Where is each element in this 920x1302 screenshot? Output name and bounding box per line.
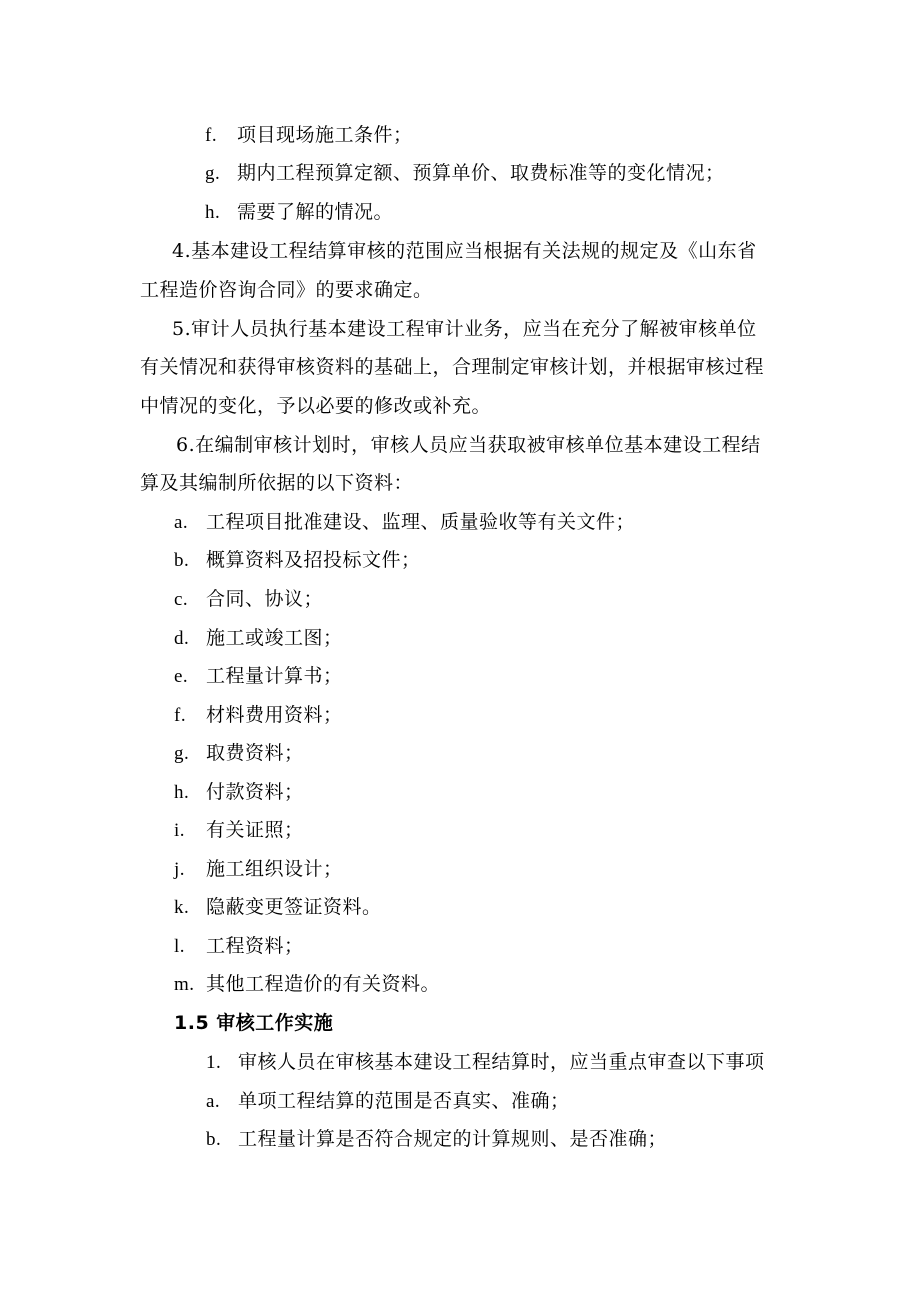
list-marker: f. xyxy=(205,125,218,146)
material-item-f xyxy=(174,702,343,729)
list-text: 审核人员在审核基本建设工程结算时，应当重点审查以下事项 xyxy=(238,1051,765,1073)
material-item-g xyxy=(174,740,304,767)
material-item-m xyxy=(174,971,440,998)
material-item-k xyxy=(174,894,382,921)
list-text: 隐蔽变更签证资料。 xyxy=(206,896,382,918)
list-marker: l. xyxy=(174,936,186,957)
list-text: 单项工程结算的范围是否真实、准确； xyxy=(238,1090,570,1112)
para4-line1: 4.基本建设工程结算审核的范围应当根据有关法规的规定及《山东省 xyxy=(172,240,757,262)
material-item-b xyxy=(174,547,421,574)
list-marker: h. xyxy=(174,782,190,803)
list-text: 取费资料； xyxy=(206,742,304,764)
para5-line1: 5.审计人员执行基本建设工程审计业务，应当在充分了解被审核单位 xyxy=(172,318,757,340)
list-marker: b. xyxy=(206,1129,222,1150)
material-item-h xyxy=(174,779,304,806)
list-text: 付款资料； xyxy=(206,781,304,803)
list-marker: c. xyxy=(174,589,189,610)
list-marker: e. xyxy=(174,666,189,687)
list-marker: a. xyxy=(206,1091,221,1112)
para5-line2: 有关情况和获得审核资料的基础上，合理制定审核计划，并根据审核过程 xyxy=(140,356,765,378)
para4-line2: 工程造价咨询合同》的要求确定。 xyxy=(140,279,433,301)
material-item-c xyxy=(174,586,323,613)
list-text: 材料费用资料； xyxy=(206,704,343,726)
material-item-j xyxy=(174,856,343,883)
section-list-item-b xyxy=(206,1126,667,1153)
list-text: 概算资料及招投标文件； xyxy=(206,549,421,571)
material-item-l xyxy=(174,933,304,960)
list-item-h xyxy=(205,199,393,226)
section-heading: 1.5 审核工作实施 xyxy=(174,1012,334,1034)
material-item-e xyxy=(174,663,343,690)
list-text: 合同、协议； xyxy=(206,588,324,610)
list-text: 工程量计算书； xyxy=(206,665,343,687)
list-text: 施工组织设计； xyxy=(206,858,343,880)
list-marker: i. xyxy=(174,820,186,841)
list-marker: k. xyxy=(174,897,190,918)
list-text: 施工或竣工图； xyxy=(206,627,343,649)
list-marker: j. xyxy=(174,859,186,880)
list-marker: h. xyxy=(205,202,221,223)
list-text: 工程量计算是否符合规定的计算规则、是否准确； xyxy=(238,1128,668,1150)
list-marker: 1. xyxy=(206,1052,222,1073)
list-text: 期内工程预算定额、预算单价、取费标准等的变化情况； xyxy=(237,162,725,184)
list-text: 其他工程造价的有关资料。 xyxy=(206,973,441,995)
list-text: 需要了解的情况。 xyxy=(237,201,394,223)
material-item-i xyxy=(174,817,304,844)
section-list-item-a xyxy=(206,1088,570,1115)
list-item-f xyxy=(205,122,413,149)
list-marker: g. xyxy=(174,743,190,764)
list-text: 有关证照； xyxy=(206,819,304,841)
list-marker: b. xyxy=(174,550,190,571)
list-marker: a. xyxy=(174,512,189,533)
para6-line2: 算及其编制所依据的以下资料： xyxy=(140,472,414,494)
list-item-g xyxy=(205,160,725,187)
list-marker: d. xyxy=(174,628,190,649)
list-marker: m. xyxy=(174,974,195,995)
list-marker: f. xyxy=(174,705,187,726)
list-text: 项目现场施工条件； xyxy=(237,124,413,146)
section-item-1 xyxy=(206,1049,765,1076)
para6-line1: 6.在编制审核计划时，审核人员应当获取被审核单位基本建设工程结 xyxy=(176,434,761,456)
material-item-a xyxy=(174,509,635,536)
list-text: 工程项目批准建设、监理、质量验收等有关文件； xyxy=(206,511,636,533)
material-item-d xyxy=(174,625,343,652)
list-text: 工程资料； xyxy=(206,935,304,957)
list-marker: g. xyxy=(205,163,221,184)
para5-line3: 中情况的变化，予以必要的修改或补充。 xyxy=(140,395,492,417)
